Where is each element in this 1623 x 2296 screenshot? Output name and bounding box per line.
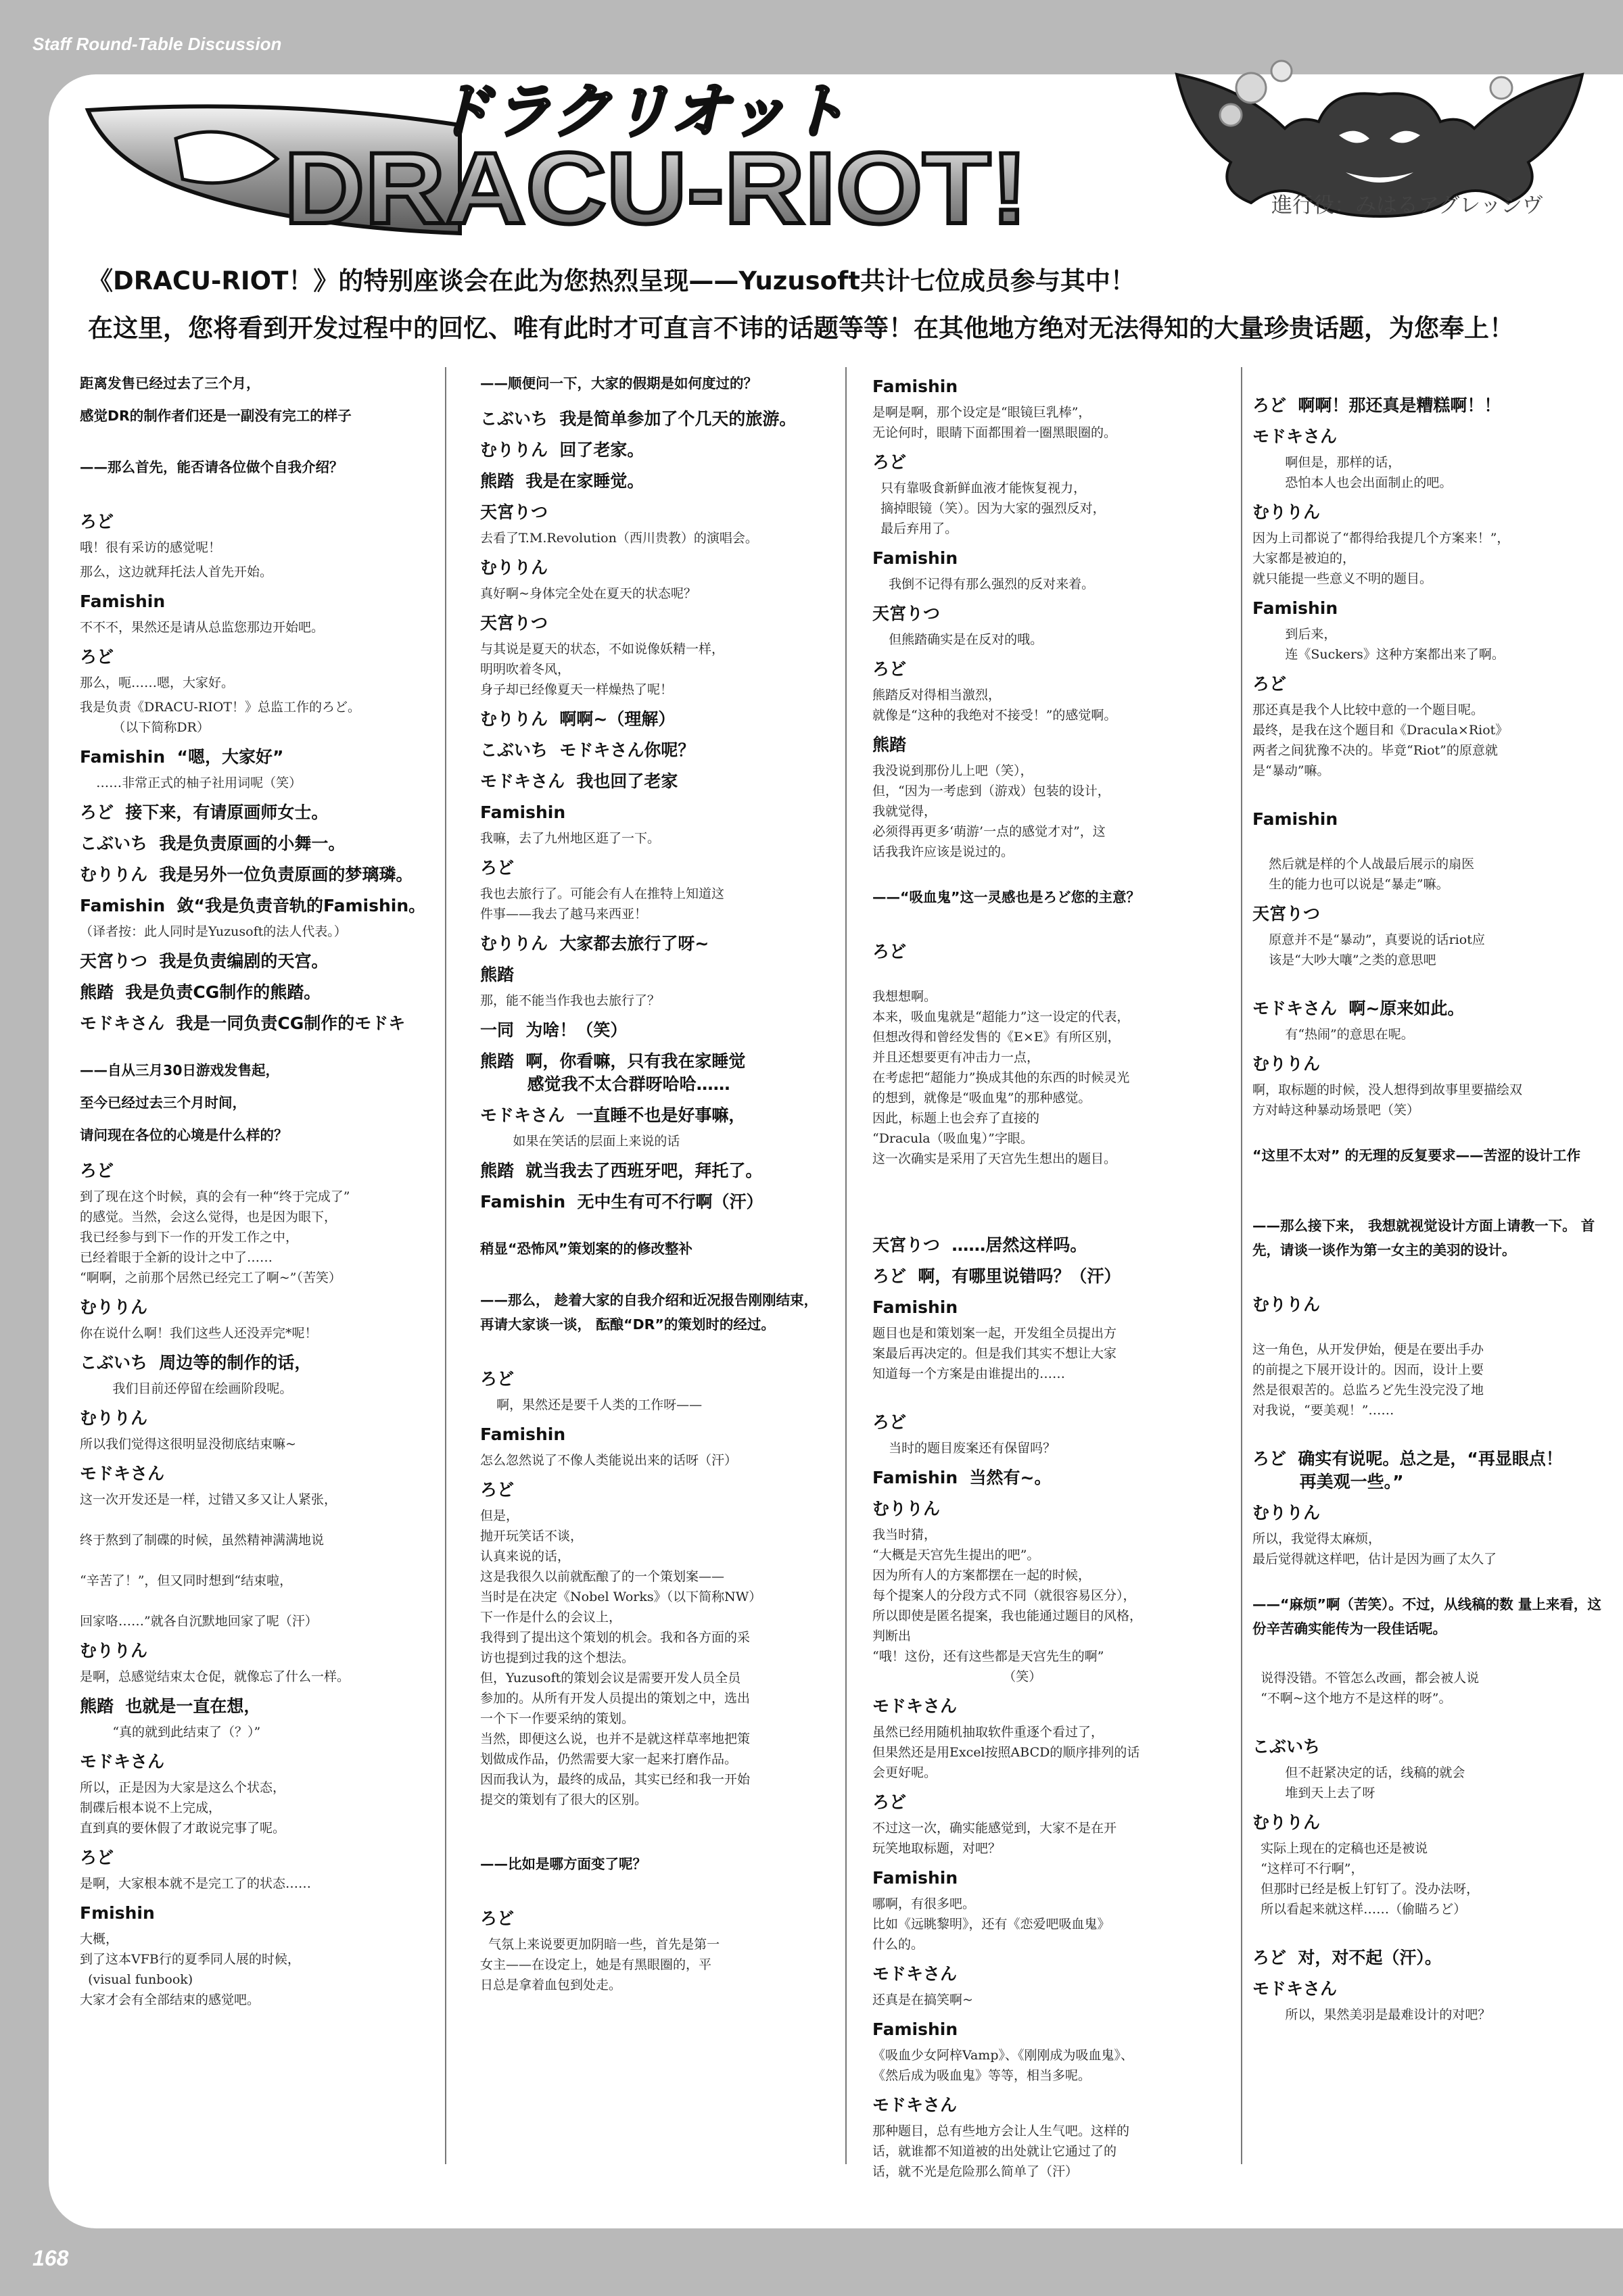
speaker-line: むりりん bbox=[872, 1499, 941, 1518]
speaker-line: モドキさん 啊~原来如此。 bbox=[1252, 999, 1465, 1018]
spacer bbox=[480, 1810, 832, 1829]
dialogue-text: 当时的题目废案还有保留吗？ bbox=[872, 1441, 1056, 1456]
intro-line-1: 《DRACU-RIOT！》的特别座谈会在此为您热烈呈现——Yuzusoft共计七位成员参与其中！ bbox=[88, 266, 1135, 295]
dialogue-text: 那么，呃……嗯，大家好。 bbox=[80, 675, 235, 690]
speaker-line: Famishin 敛“我是负责音轨的Famishin。 bbox=[80, 896, 426, 915]
dialogue-text: 哦！很有采访的感觉呢！ bbox=[80, 540, 222, 555]
speaker-line: モドキさん 我也回了老家 bbox=[480, 771, 678, 791]
speaker-line: モドキさん bbox=[1252, 427, 1338, 446]
speaker-line: モドキさん bbox=[80, 1752, 165, 1771]
speaker-line: むりりん bbox=[1252, 1295, 1321, 1314]
spacer bbox=[1252, 367, 1604, 386]
spacer bbox=[480, 1214, 832, 1233]
speaker-line: こぶいち 周边等的制作的话， bbox=[80, 1353, 312, 1372]
interviewer-question: ——“吸血鬼”这一灵感也是ろど您的主意？ bbox=[872, 889, 1140, 905]
spacer bbox=[1252, 1708, 1604, 1727]
dialogue-text: 然后就是样的个人战最后展示的扇医 生的能力也可以说是“暴走”嘛。 bbox=[1269, 857, 1475, 892]
speaker-line: 熊踏 啊，你看嘛，只有我在家睡觉 感觉我不太合群呀哈哈…… bbox=[480, 1051, 746, 1094]
dialogue-text: 虽然已经用随机抽取软件重逐个看过了， 但果然还是用Excel按照ABCD的顺序排列的话 会更好呢。 bbox=[872, 1725, 1140, 1780]
dialogue-text: 那种题目，总有些地方会让人生气吧。这样的 话，就谁都不知道被的出处就让它通过了的 话，就不光是危险那么简单了（汗） bbox=[872, 2124, 1130, 2179]
speaker-line: ろど 啊，有哪里说错吗？（汗） bbox=[872, 1266, 1121, 1286]
spacer bbox=[80, 432, 431, 451]
section-header-label: Staff Round-Table Discussion bbox=[32, 34, 282, 54]
spacer bbox=[1252, 1919, 1604, 1938]
spacer bbox=[872, 1169, 1224, 1188]
speaker-line: ろど bbox=[80, 647, 114, 667]
spacer bbox=[872, 1188, 1224, 1207]
spacer bbox=[1252, 1120, 1604, 1139]
dialogue-text: 只有靠吸食新鲜血液才能恢复视力， 摘掉眼镜（笑）。因为大家的强烈反对， 最后弃用了。 bbox=[880, 481, 1106, 536]
dialogue-text: 我没说到那份儿上吧（笑）， 但，“因为一考虑到（游戏）包装的设计， 我就觉得， 必须得再更多‘萌游’一点的感觉才对”，这 话我我许应该是说过的。 bbox=[872, 763, 1110, 859]
speaker-line: こぶいち bbox=[1252, 1737, 1321, 1756]
speaker-line: ろど bbox=[80, 512, 114, 531]
speaker-line: Famishin bbox=[872, 1297, 958, 1317]
dialogue-text: 我当时猜， “大概是天宫先生提出的吧”。 因为所有人的方案都摆在一起的时候， 每个提案人的分段方式不同（就很容易区分）， 所以即使是匿名提案，我也能通过题目的风格， 判断出 “哦！这份，还有这些都是天宫先生的啊” （笑） bbox=[872, 1527, 1143, 1684]
dracu-riot-logo bbox=[81, 78, 1041, 247]
speaker-line: ろど 接下来，有请原画师女士。 bbox=[80, 803, 329, 822]
speaker-line: モドキさん 一直睡不也是好事嘛， bbox=[480, 1105, 746, 1125]
dialogue-text: 但是， 抛开玩笑话不谈， 认真来说的话， 这是我很久以前就酝酿了的一个策划案—— 当时是在决定《Nobel Works》（以下简称NW） 下一作是什么的会议上， 我得到了提出这个策划的机会。我和各方面的采 访也提到过我的这个想法。 但，Yuzusoft的策划会议是需要开发人员全员 参加的。从所有开发人员提出的策划之中，选出 一个下一作要采纳的策划。 当然，即便这么说，也并不是就这样草率地把策 划做成作品，仍然需要大家一起来打磨作品。 因而我认为，最终的成品，其实已经和我一开始 提交的策划有了很大的区别。 bbox=[480, 1508, 762, 1807]
interviewer-question: ——那么首先，能否请各位做个自我介绍？ bbox=[80, 459, 344, 475]
speaker-line: Famishin bbox=[872, 377, 958, 396]
speaker-line: ろど bbox=[480, 1480, 515, 1500]
interviewer-question: ——自从三月30日游戏发售起， bbox=[80, 1062, 280, 1078]
interviewer-question: 感觉DR的制作者们还是一副没有完工的样子 bbox=[80, 408, 352, 424]
speaker-line: Famishin 当然有~。 bbox=[872, 1468, 1052, 1487]
dialogue-text: 啊但是，那样的话， 恐怕本人也会出面制止的吧。 bbox=[1285, 455, 1453, 490]
logo-katakana: ドラクリオット bbox=[433, 78, 847, 145]
facilitator-credit: 進行役：みはるアグレッシヴ bbox=[1271, 193, 1543, 218]
speaker-line: むりりん bbox=[480, 558, 548, 577]
speaker-line: モドキさん bbox=[872, 2095, 958, 2115]
dialogue-text: 所以，果然美羽是最难设计的对吧？ bbox=[1252, 2007, 1491, 2022]
dialogue-text: 但不赶紧决定的话，线稿的就会 堆到天上去了呀 bbox=[1285, 1765, 1465, 1800]
interviewer-question: ——顺便问一下，大家的假期是如何度过的？ bbox=[480, 375, 757, 391]
speaker-line: Famishin bbox=[1252, 598, 1338, 618]
speaker-line: Famishin bbox=[872, 2019, 958, 2039]
speaker-line: ろど 啊啊！那还真是糟糕啊！！ bbox=[1252, 396, 1501, 415]
text-column-3 bbox=[872, 367, 1224, 2179]
dialogue-text: 那么，这边就拜托法人首先开始。 bbox=[80, 565, 273, 579]
speaker-line: モドキさん 我是一同负责CG制作的モドキ bbox=[80, 1013, 406, 1033]
dialogue-text: 熊踏反对得相当激烈， 就像是“这种的我绝对不接受！”的感觉啊。 bbox=[872, 688, 1117, 723]
speaker-line: むりりん bbox=[80, 1641, 148, 1660]
spacer bbox=[1252, 1266, 1604, 1285]
speaker-line: ろど bbox=[480, 1369, 515, 1389]
spacer bbox=[1252, 1569, 1604, 1588]
speaker-line: Famishin bbox=[1252, 809, 1338, 829]
spacer bbox=[1252, 1420, 1604, 1439]
speaker-line: ろど 确实有说呢。总之是，“再显眼点！ 再美观一些。” bbox=[1252, 1449, 1563, 1491]
speaker-line: ろど bbox=[872, 1792, 907, 1812]
dialogue-text: 还真是在搞笑啊~ bbox=[872, 1992, 973, 2007]
spacer bbox=[872, 1207, 1224, 1226]
speaker-line: こぶいち モドキさん你呢？ bbox=[480, 740, 695, 760]
interviewer-question: 稍显“恐怖风”策划案的的修改整补 bbox=[480, 1241, 692, 1257]
interviewer-question: “这里不太对” 的无理的反复要求——苦涩的设计工作 bbox=[1252, 1147, 1581, 1164]
speaker-line: ろど bbox=[80, 1161, 114, 1180]
speaker-line: ろど 对，对不起（汗）。 bbox=[1252, 1948, 1442, 1967]
speaker-line: 天宮りつ bbox=[1252, 904, 1321, 924]
speaker-line: 天宮りつ ……居然这样吗。 bbox=[872, 1235, 1087, 1255]
intro-line-2: 在这里，您将看到开发过程中的回忆、唯有此时才可直言不讳的话题等等！在其他地方绝对无法得知的大量珍贵话题，为您奉上！ bbox=[88, 314, 1514, 343]
dialogue-text: 是啊是啊，那个设定是“眼镜巨乳棒”， 无论何时，眼睛下面都围着一圈黑眼圈的。 bbox=[872, 405, 1117, 440]
dialogue-text: 啊，果然还是要千人类的工作呀—— bbox=[480, 1397, 703, 1412]
speaker-line: Famishin 无中生有可不行啊（汗） bbox=[480, 1192, 763, 1212]
interviewer-question: 至今已经过去三个月时间， bbox=[80, 1095, 246, 1111]
dialogue-text: 真好啊~身体完全处在夏天的状态呢？ bbox=[480, 586, 697, 601]
dialogue-text: 我也去旅行了。可能会有人在推特上知道这 件事——我去了越马来西亚！ bbox=[480, 886, 725, 922]
speaker-line: Famishin “嗯，大家好” bbox=[80, 747, 284, 767]
spacer bbox=[1252, 1191, 1604, 1210]
speaker-line: ろど bbox=[480, 858, 515, 878]
speaker-line: むりりん bbox=[80, 1297, 148, 1317]
speaker-line: Famishin bbox=[480, 803, 566, 822]
dialogue-text: ……非常正式的柚子社用词呢（笑） bbox=[80, 775, 302, 790]
speaker-line: 熊踏 也就是一直在想， bbox=[80, 1696, 261, 1716]
speaker-line: 天宮りつ bbox=[480, 502, 548, 522]
speaker-line: むりりん bbox=[1252, 1503, 1321, 1523]
speaker-line: 熊踏 我是负责CG制作的熊踏。 bbox=[80, 982, 321, 1002]
interviewer-question: 请问现在各位的心境是什么样的？ bbox=[80, 1127, 288, 1143]
spacer bbox=[480, 1265, 832, 1284]
spacer bbox=[872, 963, 1224, 982]
speaker-line: モドキさん bbox=[872, 1696, 958, 1716]
dialogue-text: 如果在笑话的层面上来说的话 bbox=[480, 1134, 680, 1149]
dialogue-text: 但熊踏确实是在反对的哦。 bbox=[872, 632, 1043, 647]
speaker-line: モドキさん bbox=[1252, 1979, 1338, 1999]
speaker-line: Famishin bbox=[872, 548, 958, 568]
spacer bbox=[80, 1035, 431, 1054]
speaker-line: むりりん bbox=[1252, 1813, 1321, 1832]
dialogue-text: （译者按：此人同时是Yuzusoft的法人代表。） bbox=[80, 924, 347, 939]
dialogue-text: 所以我们觉得这很明显没彻底结束嘛~ bbox=[80, 1437, 296, 1452]
interviewer-question: ——比如是哪方面变了呢？ bbox=[480, 1856, 646, 1872]
dialogue-text: 不不不，果然还是请从总监您那边开始吧。 bbox=[80, 620, 325, 635]
dialogue-text: 原意并不是“暴动”，真要说的话riot应 该是“大吵大嚷”之类的意思吧 bbox=[1269, 932, 1485, 967]
speaker-line: むりりん bbox=[80, 1408, 148, 1428]
dialogue-text: 这一次开发还是一样，过错又多又让人紧张， 终于熬到了制碟的时候，虽然精神满满地说 “辛苦了！”，但又同时想到“结束啦， 回家咯……”就各自沉默地回家了呢（汗） bbox=[80, 1492, 337, 1629]
dialogue-text: 题目也是和策划案一起，开发组全员提出方 案最后再决定的。但是我们其实不想让大家 知道每一个方案是由谁提出的…… bbox=[872, 1326, 1117, 1381]
speaker-line: Famishin bbox=[872, 1868, 958, 1888]
dialogue-text: 有“热闹”的意思在呢。 bbox=[1252, 1027, 1414, 1042]
logo-title: DRACU-RIOT! bbox=[284, 131, 1028, 245]
spacer bbox=[1252, 1172, 1604, 1191]
speaker-line: むりりん 回了老家。 bbox=[480, 440, 644, 460]
spacer bbox=[480, 1341, 832, 1360]
dialogue-text: 实际上现在的定稿也还是被说 “这样可不行啊”， 但那时已经是板上钉钉了。没办法呀， 所以看起来就这样……（偷瞄ろど） bbox=[1261, 1841, 1480, 1917]
dialogue-text: 啊，取标题的时候，没人想得到故事里要描绘双 方对峙这种暴动场景吧（笑） bbox=[1252, 1082, 1523, 1118]
dialogue-text: 哪啊，有很多吧。 比如《远眺黎明》，还有《恋爱吧吸血鬼》 什么的。 bbox=[872, 1896, 1110, 1952]
speaker-line: 一同 为啥！（笑） bbox=[480, 1020, 628, 1040]
spacer bbox=[872, 862, 1224, 881]
speaker-line: むりりん 大家都去旅行了呀~ bbox=[480, 934, 709, 953]
spacer bbox=[1252, 1316, 1604, 1335]
spacer bbox=[1252, 1645, 1604, 1664]
speaker-line: ろど bbox=[872, 659, 907, 679]
interviewer-question: ——那么接下来， 我想就视觉设计方面上请教一下。 首先，请谈一谈作为第一女主的美羽的设计。 bbox=[1252, 1218, 1595, 1258]
spacer bbox=[80, 483, 431, 502]
interviewer-question: ——那么， 趁着大家的自我介绍和近况报告刚刚结束， 再请大家谈一谈， 酝酿“DR”的策划时的经过。 bbox=[480, 1292, 818, 1333]
speaker-line: Famishin bbox=[80, 592, 166, 611]
dialogue-text: 大概， 到了这本VFB行的夏季同人展的时候， (visual funbook) 大家才会有全部结束的感觉吧。 bbox=[80, 1932, 300, 2007]
speaker-line: ろど bbox=[872, 452, 907, 472]
speaker-line: モドキさん bbox=[80, 1464, 165, 1483]
dialogue-text: 到了现在这个时候，真的会有一种“终于完成了” 的感觉。当然，会这么觉得，也是因为眼下， 我已经参与到下一作的开发工作之中， 已经着眼于全新的设计之中了…… “啊啊，之前那个居然已经完工了啊~”（苦笑） bbox=[80, 1189, 350, 1285]
spacer bbox=[1252, 970, 1604, 989]
spacer bbox=[480, 1880, 832, 1899]
speaker-line: Famishin bbox=[480, 1425, 566, 1444]
speaker-line: ろど bbox=[480, 1909, 515, 1928]
speaker-line: 天宮りつ bbox=[872, 604, 941, 623]
dialogue-text: 所以，我觉得太麻烦， 最后觉得就这样吧，估计是因为画了太久了 bbox=[1252, 1531, 1497, 1566]
speaker-line: 天宮りつ 我是负责编剧的天宫。 bbox=[80, 951, 329, 971]
dialogue-text: 你在说什么啊！我们这些人还没弄完*呢！ bbox=[80, 1326, 318, 1341]
dialogue-text: 是啊，总感觉结束太仓促，就像忘了什么一样。 bbox=[80, 1669, 350, 1684]
dialogue-text: 我倒不记得有那么强烈的反对来着。 bbox=[872, 577, 1095, 592]
speaker-line: 熊踏 我是在家睡觉。 bbox=[480, 471, 644, 491]
dialogue-text: 不过这一次，确实能感觉到，大家不是在开 玩笑地取标题，对吧？ bbox=[872, 1821, 1117, 1856]
speaker-line: こぶいち 我是简单参加了个几天的旅游。 bbox=[480, 409, 797, 429]
column-divider bbox=[445, 367, 446, 2164]
interviewer-question: ——“麻烦”啊（苦笑）。不过，从线稿的数 量上来看，这份辛苦确实能传为一段佳话呢。 bbox=[1252, 1596, 1601, 1637]
dialogue-text: 怎么忽然说了不像人类能说出来的话呀（汗） bbox=[480, 1453, 738, 1468]
spacer bbox=[872, 1384, 1224, 1403]
speaker-line: むりりん bbox=[1252, 502, 1321, 522]
speaker-line: ろど bbox=[872, 1412, 907, 1432]
text-column-1 bbox=[80, 367, 431, 2164]
interviewer-question: 距离发售已经过去了三个月， bbox=[80, 375, 260, 391]
speaker-line: 熊踏 就当我去了西班牙吧，拜托了。 bbox=[480, 1161, 763, 1180]
spacer bbox=[1252, 831, 1604, 850]
speaker-line: ろど bbox=[1252, 674, 1287, 694]
spacer bbox=[480, 1829, 832, 1848]
speaker-line: むりりん 啊啊~（理解） bbox=[480, 709, 676, 729]
dialogue-text: 我嘛，去了九州地区逛了一下。 bbox=[480, 831, 661, 846]
dialogue-text: 《吸血少女阿梓Vamp》、《刚刚成为吸血鬼》、 《然后成为吸血鬼》等等，相当多呢。 bbox=[872, 2048, 1133, 2083]
dialogue-text: 去看了T.M.Revolution（西川贵教）的演唱会。 bbox=[480, 531, 758, 546]
speaker-line: 熊踏 bbox=[480, 965, 515, 984]
speaker-line: むりりん bbox=[1252, 1054, 1321, 1074]
dialogue-text: 我是负责《DRACU-RIOT！》总监工作的ろど。 （以下简称DR） bbox=[80, 700, 360, 735]
spacer bbox=[1252, 781, 1604, 800]
dialogue-text: 那还真是我个人比较中意的一个题目呢。 最终，是我在这个题目和《Dracula×Riot》 两者之间犹豫不决的。毕竟“Riot”的原意就 是“暴动”嘛。 bbox=[1252, 702, 1509, 778]
dialogue-text: 这一角色，从开发伊始，便是在要出手办 的前提之下展开设计的。因而，设计上要 然是很艰苦的。总监ろど先生没完没了地 对我说，“要美观！”…… bbox=[1252, 1342, 1484, 1418]
speaker-line: むりりん 我是另外一位负责原画的梦璃璘。 bbox=[80, 865, 413, 884]
dialogue-text: 与其说是夏天的状态，不如说像妖精一样， 明明吹着冬风， 身子却已经像夏天一样燥热了呢！ bbox=[480, 642, 725, 697]
spacer bbox=[872, 913, 1224, 932]
speaker-line: モドキさん bbox=[872, 1964, 958, 1984]
dialogue-text: 那，能不能当作我也去旅行了？ bbox=[480, 993, 661, 1008]
dialogue-text: 到后来， 连《Suckers》这种方案都出来了啊。 bbox=[1285, 627, 1505, 662]
text-column-2 bbox=[480, 367, 832, 2164]
text-column-4 bbox=[1252, 367, 1604, 2164]
speaker-line: こぶいち 我是负责原画的小舞一。 bbox=[80, 834, 346, 853]
dialogue-text: 所以，正是因为大家是这么个状态， 制碟后根本说不上完成， 直到真的要休假了才敢说完事了呢。 bbox=[80, 1780, 286, 1836]
page-number: 168 bbox=[32, 2246, 69, 2270]
speaker-line: 天宮りつ bbox=[480, 613, 548, 633]
dialogue-text: 说得没错。不管怎么改画，都会被人说 “不啊~这个地方不是这样的呀”。 bbox=[1261, 1671, 1480, 1706]
dialogue-text: 是啊，大家根本就不是完工了的状态…… bbox=[80, 1876, 312, 1891]
speaker-line: 熊踏 bbox=[872, 735, 907, 755]
dialogue-text: 因为上司都说了“都得给我提几个方案来！”， 大家都是被迫的， 就只能提一些意义不明的题目。 bbox=[1252, 531, 1510, 586]
speaker-line: ろど bbox=[872, 942, 907, 961]
dialogue-text: 气氛上来说要更加阴暗一些，首先是第一 女主——在设定上，她是有黑眼圈的，平 日总是拿着血包到处走。 bbox=[480, 1937, 720, 1992]
column-divider bbox=[1241, 367, 1242, 2164]
dialogue-text: 我想想啊。 本来，吸血鬼就是“超能力”这一设定的代表， 但想改得和曾经发售的《E×E》有所区别， 并且还想要更有冲击力一点， 在考虑把“超能力”换成其他的东西的时候灵光 的想到，就像是“吸血鬼”的那种感觉。 因此，标题上也会弃了直接的 “Dracula（吸血鬼）”字眼。 这一次确实是采用了天宫先生想出的题目。 bbox=[872, 989, 1130, 1166]
dialogue-text: 我们目前还停留在绘画阶段呢。 bbox=[80, 1381, 293, 1396]
speaker-line: Fmishin bbox=[80, 1903, 155, 1923]
column-divider bbox=[845, 367, 847, 2164]
speaker-line: ろど bbox=[80, 1848, 114, 1867]
dialogue-text: “真的就到此结束了（？）” bbox=[80, 1725, 261, 1740]
